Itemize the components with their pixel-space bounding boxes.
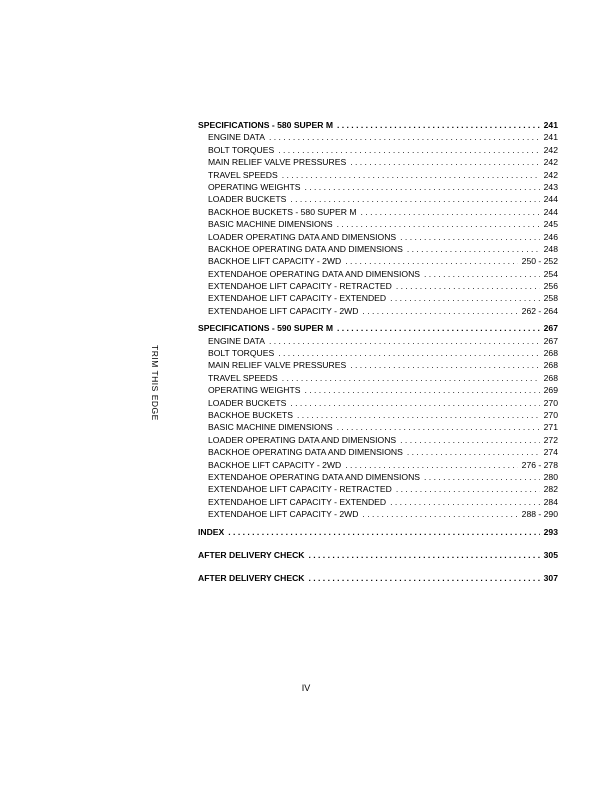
table-of-contents (198, 119, 558, 590)
toc-entry-label: EXTENDAHOE LIFT CAPACITY - 2WD (208, 305, 359, 316)
dot-leader (308, 549, 539, 561)
toc-entry-label: BOLT TORQUES (208, 348, 275, 359)
trim-edge-note: TRIM THIS EDGE (150, 345, 160, 421)
toc-entry-label: ENGINE DATA (208, 335, 265, 346)
toc-entry[interactable] (198, 496, 558, 508)
toc-entry-label: EXTENDAHOE LIFT CAPACITY - RETRACTED (208, 281, 392, 292)
toc-page-number: 305 (543, 549, 558, 560)
toc-entry[interactable] (198, 206, 558, 218)
dot-leader (282, 372, 540, 384)
toc-section-heading[interactable] (198, 572, 558, 584)
dot-leader (390, 292, 540, 304)
dot-leader (361, 206, 540, 218)
toc-entry-label: ENGINE DATA (208, 132, 265, 143)
toc-entry[interactable] (198, 131, 558, 143)
toc-entry-label: BACKHOE LIFT CAPACITY - 2WD (208, 256, 342, 267)
dot-leader (308, 572, 539, 584)
toc-entry[interactable] (198, 156, 558, 168)
toc-entry[interactable] (198, 255, 558, 267)
dot-leader (424, 471, 540, 483)
toc-page-number: 254 (543, 268, 558, 279)
toc-page-number: 284 (543, 496, 558, 507)
toc-entry[interactable] (198, 508, 558, 520)
toc-page-number: 262 - 264 (521, 305, 558, 316)
toc-entry[interactable] (198, 144, 558, 156)
dot-leader (350, 359, 539, 371)
toc-entry-label: BACKHOE OPERATING DATA AND DIMENSIONS (208, 447, 403, 458)
toc-page-number: 267 (543, 335, 558, 346)
toc-entry-label: BACKHOE LIFT CAPACITY - 2WD (208, 459, 342, 470)
toc-section-heading[interactable] (198, 119, 558, 131)
toc-entry-label: LOADER OPERATING DATA AND DIMENSIONS (208, 434, 397, 445)
toc-page-number: 268 (543, 348, 558, 359)
toc-heading-label: SPECIFICATIONS - 580 SUPER M (198, 120, 333, 130)
toc-page-number: 270 (543, 397, 558, 408)
toc-entry-label: EXTENDAHOE LIFT CAPACITY - EXTENDED (208, 496, 387, 507)
dot-leader (290, 193, 539, 205)
dot-leader (396, 483, 540, 495)
toc-page-number: 293 (543, 526, 558, 537)
toc-entry[interactable] (198, 268, 558, 280)
dot-leader (337, 322, 540, 334)
toc-entry-label: LOADER BUCKETS (208, 194, 287, 205)
dot-leader (337, 421, 540, 433)
dot-leader (345, 459, 517, 471)
toc-entry-label: EXTENDAHOE OPERATING DATA AND DIMENSIONS (208, 268, 421, 279)
toc-entry[interactable] (198, 292, 558, 304)
toc-page-number: 280 (543, 471, 558, 482)
dot-leader (269, 335, 540, 347)
toc-section (198, 322, 558, 520)
toc-entry[interactable] (198, 218, 558, 230)
toc-page-number: 244 (543, 194, 558, 205)
toc-entry-label: OPERATING WEIGHTS (208, 385, 301, 396)
toc-entry[interactable] (198, 243, 558, 255)
dot-leader (278, 144, 539, 156)
toc-page-number: 282 (543, 484, 558, 495)
toc-page-number: 274 (543, 447, 558, 458)
toc-page-number: 248 (543, 243, 558, 254)
toc-entry-label: BACKHOE BUCKETS - 580 SUPER M (208, 206, 357, 217)
dot-leader (282, 169, 540, 181)
toc-entry-label: EXTENDAHOE LIFT CAPACITY - EXTENDED (208, 293, 387, 304)
toc-entry-label: TRAVEL SPEEDS (208, 169, 278, 180)
toc-entry[interactable] (198, 181, 558, 193)
dot-leader (228, 526, 539, 538)
toc-page-number: 241 (543, 132, 558, 143)
toc-heading-label: SPECIFICATIONS - 590 SUPER M (198, 323, 333, 334)
toc-page-number: 307 (543, 573, 558, 584)
toc-entry-label: MAIN RELIEF VALVE PRESSURES (208, 360, 347, 371)
toc-entry-label: BACKHOE OPERATING DATA AND DIMENSIONS (208, 243, 403, 254)
toc-entry[interactable] (198, 169, 558, 181)
dot-leader (337, 119, 540, 131)
toc-entry[interactable] (198, 397, 558, 409)
toc-section (198, 572, 558, 584)
toc-page-number: 271 (543, 422, 558, 433)
toc-entry[interactable] (198, 359, 558, 371)
toc-page-number: 288 - 290 (521, 509, 558, 520)
toc-page-number: 250 - 252 (521, 256, 558, 267)
toc-entry[interactable] (198, 421, 558, 433)
toc-page-number: 241 (543, 120, 558, 130)
dot-leader (290, 397, 539, 409)
toc-page-number: 276 - 278 (521, 459, 558, 470)
toc-entry[interactable] (198, 280, 558, 292)
toc-page-number: 245 (543, 219, 558, 230)
dot-leader (362, 305, 517, 317)
dot-leader (400, 231, 540, 243)
toc-section (198, 119, 558, 317)
toc-heading-label: INDEX (198, 526, 225, 537)
toc-entry-label: EXTENDAHOE LIFT CAPACITY - RETRACTED (208, 484, 392, 495)
toc-page-number: 272 (543, 434, 558, 445)
page-number-footer: IV (301, 683, 311, 693)
toc-page-number: 242 (543, 169, 558, 180)
toc-entry[interactable] (198, 409, 558, 421)
toc-entry-label: LOADER BUCKETS (208, 397, 287, 408)
toc-entry-label: LOADER OPERATING DATA AND DIMENSIONS (208, 231, 397, 242)
toc-section (198, 526, 558, 538)
dot-leader (278, 347, 539, 359)
toc-entry[interactable] (198, 193, 558, 205)
toc-entry-label: BOLT TORQUES (208, 144, 275, 155)
toc-entry[interactable] (198, 483, 558, 495)
toc-entry[interactable] (198, 471, 558, 483)
toc-page-number: 246 (543, 231, 558, 242)
toc-page-number: 268 (543, 360, 558, 371)
toc-entry[interactable] (198, 305, 558, 317)
dot-leader (407, 446, 540, 458)
dot-leader (407, 243, 540, 255)
toc-entry-label: BACKHOE BUCKETS (208, 409, 294, 420)
toc-entry[interactable] (198, 231, 558, 243)
dot-leader (362, 508, 517, 520)
toc-page-number: 268 (543, 372, 558, 383)
toc-entry-label: OPERATING WEIGHTS (208, 181, 301, 192)
dot-leader (400, 434, 540, 446)
dot-leader (345, 255, 517, 267)
toc-entry[interactable] (198, 446, 558, 458)
toc-entry-label: EXTENDAHOE OPERATING DATA AND DIMENSIONS (208, 471, 421, 482)
toc-page-number: 242 (543, 157, 558, 168)
toc-page-number: 256 (543, 281, 558, 292)
toc-entry[interactable] (198, 347, 558, 359)
toc-entry-label: TRAVEL SPEEDS (208, 372, 278, 383)
toc-section-heading[interactable] (198, 322, 558, 334)
toc-section-heading[interactable] (198, 526, 558, 538)
dot-leader (269, 131, 540, 143)
toc-section-heading[interactable] (198, 549, 558, 561)
toc-entry[interactable] (198, 335, 558, 347)
toc-entry-label: BASIC MACHINE DIMENSIONS (208, 422, 333, 433)
toc-section (198, 549, 558, 561)
dot-leader (304, 384, 539, 396)
toc-entry-label: EXTENDAHOE LIFT CAPACITY - 2WD (208, 509, 359, 520)
toc-page-number: 267 (543, 323, 558, 334)
toc-page-number: 244 (543, 206, 558, 217)
toc-entry[interactable] (198, 434, 558, 446)
dot-leader (304, 181, 539, 193)
toc-page-number: 258 (543, 293, 558, 304)
toc-entry[interactable] (198, 459, 558, 471)
dot-leader (350, 156, 539, 168)
toc-heading-label: AFTER DELIVERY CHECK (198, 573, 305, 584)
toc-entry[interactable] (198, 384, 558, 396)
toc-page-number: 242 (543, 144, 558, 155)
toc-entry[interactable] (198, 372, 558, 384)
dot-leader (424, 268, 540, 280)
dot-leader (396, 280, 540, 292)
toc-entry-label: MAIN RELIEF VALVE PRESSURES (208, 157, 347, 168)
dot-leader (297, 409, 540, 421)
toc-page-number: 243 (543, 181, 558, 192)
toc-page-number: 270 (543, 409, 558, 420)
toc-heading-label: AFTER DELIVERY CHECK (198, 549, 305, 560)
dot-leader (390, 496, 540, 508)
toc-entry-label: BASIC MACHINE DIMENSIONS (208, 219, 333, 230)
dot-leader (337, 218, 540, 230)
toc-page-number: 269 (543, 385, 558, 396)
